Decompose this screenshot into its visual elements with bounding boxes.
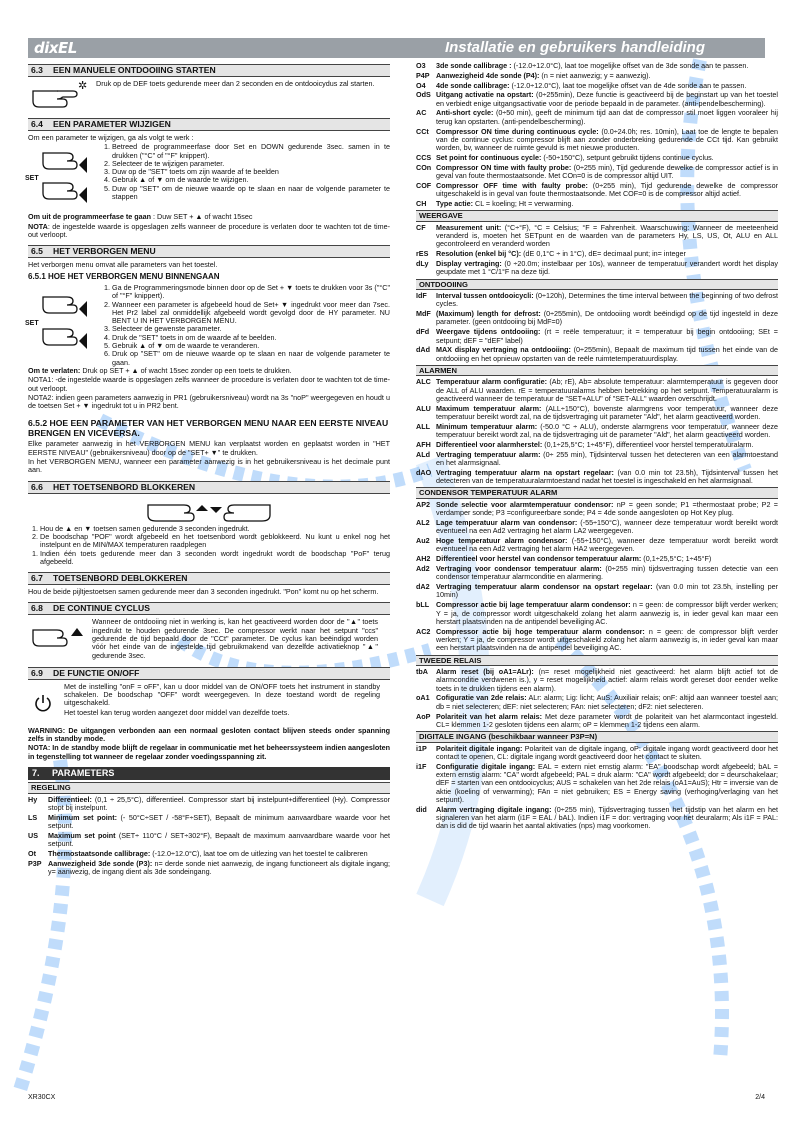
section-6-4-list [98,143,390,201]
section-header-7: 7. PARAMETERS [28,767,390,780]
param-item: ALC Temperatuur alarm configuratie: (Ab; rE), Ab= absolute temperatuur: alarmtemperatuur is gegeven door de ALL of ALU waarden. rE = temperatuuralarms hebben betrekking op het setpunt. Temperatuuralarm is geactiveerd wanneer de temperatuur de "SET+ALU" of "SET-ALL" waarden overschrijdt. [416,377,778,403]
footer-page-number: 2/4 [755,1094,765,1101]
param-item: CCt Compressor ON time during continuous cycle: (0.0÷24.0h; res. 10min), Laat toe de lengte te bepalen van de continue cyclus: compressor blijft aan zonder onderbreking gedurende de CCt tijd. Kan gebruikt worden, bv, wanneer de ruimte gevuld is met nieuwe producten. [416,126,778,153]
section-6-8-text: Wanneer de ontdooiing niet in werking is, kan het geactiveerd worden door de "▲" toets ingedrukt te houden gedurende 3sec. De compressor werkt naar het setpunt "ccs" gedurende de tijd bepaald door de "CCt" parameter. De cyclus kan beëindigd worden vóór het einde van de ingestelde tijd gebruikmakend van dezelfde activatieknop "▲" gedurende 3sec. [92,617,378,660]
param-item: OdS Uitgang activatie na opstart: (0÷255min), Deze functie is geactiveerd bij de beginstart up van het toestel en verbiedt enige uitgangsactivatie voor de periode bepaald in de parameter. (anti-pendelbescherming). [416,90,778,108]
param-item: did Alarm vertraging digitale ingang: (0÷255 min), Tijdsvertraging tussen het tijdstip van het alarm en het signaleren van het alarm (i1F = EAL / bAL). Indien i1F = dor: vertraging voor het deuralarm; Als i1F = PAL: dan is did de tijd waarin het aantal aktivaties (nps) mag voorkomen. [416,804,778,831]
param-list-top [416,62,778,208]
param-item: dLy Display vertraging: (0 ÷20.0m; instelbaar per 10s), wanneer de temperatuur verandert wordt het display geupdate met 1 °C/1°F na deze tijd. [416,258,778,277]
section-6-5-steps [25,282,390,367]
list-item: 5. Duw op "SET" om de nieuwe waarde op te slaan en naar de volgende parameter te stappen [112,185,390,202]
param-list-alarmen [416,378,778,485]
param-list-ontdooiing [416,292,778,363]
param-item: ALU Maximum temperatuur alarm: (ALL÷150°C), bovenste alarmgrens voor temperatuur, wanneer deze temperatuur bereikt wordt zal, na de tijdsvertraging uit parameter "Ald", het alarm geactiveerd worden. [416,403,778,422]
page-title: Installatie en gebruikers handleiding [444,39,705,56]
param-item: AFH Differentieel voor alarmherstel: (0,1÷25,5°C; 1÷45°F), differentieel voor herstel temperatuuralarm. [416,439,754,449]
param-item: MdF (Maximum) length for defrost: (0÷255min), De ontdooiing wordt beëindigd op de tijd ingesteld in deze parameter. (geen ontdooiing bij MdF=0) [416,309,778,327]
section-header-6-5: 6.5 HET VERBORGEN MENU [28,245,390,258]
param-item: P3P Aanwezigheid 3de sonde (P3): n= derde sonde niet aanwezig, de ingang functioneert als digitale ingang; y= aanwezig, de ingang dient als 3de sondeingang. [28,858,390,876]
param-item: Au2 Hoge temperatuur alarm condensor: (-55÷150°C), wanneer deze temperatuur wordt bereikt wordt eventueel na een Ad2 vertraging het alarm HA2 weergegeven. [416,536,778,554]
category-digitale-ingang: DIGITALE INGANG (beschikbaar wanneer P3P=N) [416,731,778,743]
section-header-6-7: 6.7 TOETSENBORD DEBLOKKEREN [28,572,390,585]
list-item: 1. Ga de Programmeringsmode binnen door op de Set + ▼ toets te drukken voor 3s ("°C" of "°F" knippert). [112,284,390,301]
param-item: CF Measurement unit: (°C÷°F), °C = Celsius; °F = Fahrenheit. Waarschuwing: Wanneer de meeteenheid veranderd is, moeten het SETpunt en de waarden van de parameters Hy, LS, US, Ot, ALU en ALL gecontroleerd en veranderd worden [416,222,778,249]
category-regeling: REGELING [28,782,390,794]
section-6-9-warning: WARNING: De uitgangen verbonden aan een normaal gesloten contact blijven steeds onder spanning zelfs in standby mode. [28,725,390,744]
param-item: AC Anti-short cycle: (0÷50 min), geeft de minimum tijd aan dat de compressor stil moet liggen vooraleer hij terug kan opstarten. (anti-pendelbescherming). [416,108,778,126]
section-6-6-list [28,525,390,566]
list-item: 1. Indien één toets gedurende meer dan 3 seconden wordt ingedrukt wordt de boodschap "PoF" terug afgebeeld. [40,550,390,567]
section-6-5-list [98,284,390,367]
category-ontdooiing: ONTDOOIING [416,279,778,291]
section-6-7-text: Hou de beide pijltjestoetsen samen gedurende meer dan 3 seconden ingedrukt. "Pon" komt nu op het scherm. [28,587,379,597]
section-6-5-intro: Het verborgen menu omvat alle parameters van het toestel. [28,260,218,270]
param-item: bLL Compressor actie bij lage temperatuur alarm condensor: n = geen: de compressor blijft verder werken; Y = ja, de compressor wordt uitgeschakeld zolang het alarm aanwezig is, in ieder geval kan maar een herstart plaatsvinden na de antipendel beveiliging AC. [416,600,778,626]
param-item: dFd Weergave tijdens ontdooiing: (rt = reële temperatuur; it = temperatuur bij begin ontdooiing; SEt = setpunt; dEF = "dEF" label) [416,327,778,345]
list-item: 3. Selecteer de gewenste parameter. [112,325,390,333]
section-header-6-8: 6.8 DE CONTINUE CYCLUS [28,602,390,615]
category-tweede-relais: TWEEDE RELAIS [416,655,778,667]
section-6-3 [28,80,390,112]
param-item: ALL Minimum temperatuur alarm: (-50.0 °C ÷ ALU), onderste alarmgrens voor temperatuur, wanneer deze temperatuur bereikt wordt zal, na de tijdsvertraging uit de parameter "Ald", het alarm geactiveerd worden. [416,421,778,440]
footer-model: XR30CX [28,1094,56,1101]
brand-logo: dixEL [34,39,77,57]
category-condensor: CONDENSOR TEMPERATUUR ALARM [416,487,778,499]
list-item: 1. Betreed de programmeerfase door Set en DOWN gedurende 3sec. samen in te drukken ("°C" of "°F" knippert). [112,143,390,160]
list-item: 4. Druk de "SET" toets in om de waarde af te beelden. [112,334,390,342]
power-icon [28,683,58,723]
param-item: AoP Polariteit van het alarm relais: Met deze parameter wordt de polariteit van het alarmcontact ingesteld. CL= klemmen 1-2 gesloten tijdens een alarm; oP = klemmen 1-2 tijdens een alarm. [416,711,779,729]
param-item: IdF Interval tussen ontdooicycli: (0÷120h), Determines the time interval between the beginning of two defrost cycles. [416,291,778,309]
list-item: 2. Selecteer de te wijzigen parameter. [112,160,390,168]
page-header [28,38,765,58]
section-6-3-text: Druk op de DEF toets gedurende meer dan 2 seconden en de ontdooicydus zal starten. [96,79,375,88]
list-item: 3. Duw op de "SET" toets om zijn waarde af te beelden [112,168,390,176]
param-item: Ad2 Vertraging voor condensor temperatuur alarm: (0÷255 min) tijdsvertraging tussen detectie van een condensor temperatuur alarmconditie en alarmering. [416,564,778,582]
section-header-6-9: 6.9 DE FUNCTIE ON/OFF [28,667,390,680]
param-item: Hy Differentieel: (0,1 ÷ 25,5°C), differentieel. Compressor start bij instelpunt+differentieel (Hy). Compressor stopt bij instelpunt. [28,794,390,812]
param-item: CH Type actie: CL = koeling; Ht = verwarming. [416,198,574,208]
list-item: 6. Druk op "SET" om de nieuwe waarde op te slaan en naar de volgende parameter te gaan. [112,350,390,367]
param-item: P4P Aanwezigheid 4de sonde (P4): (n = niet aanwezig; y = aanwezig). [416,70,651,80]
list-item: 1. Hou de ▲ en ▼ toetsen samen gedurende 3 seconden ingedrukt. [40,525,390,533]
hand-lock-keys-icon [28,497,390,525]
param-list-condensor [416,501,778,653]
section-6-4-steps [25,142,390,213]
section-6-5-exit: Om te verlaten: Druk op SET + ▲ of wacht 15sec zonder op een toets te drukken. [28,365,292,375]
right-column [416,62,778,832]
param-list-relais [416,668,778,729]
section-header-6-6: 6.6 HET TOETSENBORD BLOKKEREN [28,481,390,494]
hand-cycle-icon [28,618,86,652]
list-item: 4. Gebruik ▲ of ▼ om de waarde te wijzigen. [112,176,390,184]
hand-press-icon [28,80,90,112]
category-alarmen: ALARMEN [416,365,778,377]
param-item: dA2 Vertraging temperatuur alarm condensor na opstart regelaar: (van 0.0 min tot 23.5h, instelling per 10min) [416,582,778,600]
section-6-9-text2: Het toestel kan terug worden aangezet door middel van dezelfde toets. [64,707,290,717]
param-item: AC2 Compressor actie bij hoge temperatuur alarm condensor: n = geen: de compressor blijft verder werken; Y = ja, de compressor wordt uitgeschakeld zolang het alarm aanwezig is, in ieder geval kan maar een herstart plaatsvinden na de antipendel beveiliging AC. [416,626,778,653]
param-item: US Maximum set point (SET÷ 110°C / SET÷302°F), Bepaalt de maximum aanvaardbare waarde voor het setpunt. [28,830,390,849]
section-6-8 [28,618,390,660]
subsection-6-5-1: 6.5.1 HOE HET VERBORGEN MENU BINNENGAAN [28,272,220,282]
page-footer [28,1094,765,1101]
param-item: i1P Polariteit digitale ingang: Polariteit van de digitale ingang, oP: digitale ingang wordt geactiveerd door het contact te openen, CL: digitale ingang wordt geactiveerd door het contact te sluiten. [416,743,778,761]
section-6-9-nota: NOTA: In de standby mode blijft de regelaar in communicatie met het beheerssysteem indien aangesloten in tegenstelling tot wanneer de regelaar zonder voedingsspanning zit. [28,743,390,761]
section-6-5-2-p2: In het VERBORGEN MENU, wanneer een parameter aanwezig is in het gebruikersniveau is het decimale punt aan. [28,457,390,475]
list-item: 5. Gebruik ▲ of ▼ om de waarde te veranderen. [112,342,390,350]
param-item: tbA Alarm reset (bij oA1=ALr): (n= reset mogelijkheid niet geactiveerd: het alarm blijft actief tot de alarmconditie verdwenen is.), y = reset mogelijkheid actief: alarm relais wordt gereset door eender welke toets in te drukken tijdens een alarm). [416,667,778,693]
snowflake-icon: ✲ [78,80,88,92]
param-item: COn Compressor ON time with faulty probe: (0÷255 min), Tijd gedurende dewelke de compressor actief is in geval van foute thermostaatsonde. Met COn=0 is de compressor altijd UIT. [416,162,778,181]
param-list-digitaal [416,745,778,831]
section-6-9 [28,683,390,723]
param-item: O4 4de sonde callibrage: (-12.0÷12.0°C), laat toe mogelijke offset van de 4de sonde aan te passen. [416,80,747,90]
list-item: 2. De boodschap "POF" wordt afgebeeld en het toetsenbord wordt geblokkeerd. Nu kunt u enkel nog het instelpunt en de MIN/MAX temperaturen raadplegen [40,533,390,550]
param-list-regeling [28,796,390,877]
section-6-4-exit: Om uit de programmeerfase te gaan : Duw SET + ▲ of wacht 15sec [28,212,253,222]
section-header-6-3: 6.3 EEN MANUELE ONTDOOIING STARTEN [28,64,390,77]
list-item: 2. Wanneer een parameter is afgebeeld houd de Set+ ▼ ingedrukt voor meer dan 7sec. Het Pr2 label zal onmiddellijk afgebeeld wordt gevolgd door de HY parameter. NU BENT U IN HET VERBORGEN MENU. [112,301,390,326]
param-item: dAO Vertraging temperatuur alarm na opstart regelaar: (van 0.0 min tot 23.5h), Tijdsinterval tussen het detecteren van de temperatuuralarmtoestand nadat het toestel is ingeschakeld en het alarmsignaal. [416,467,778,486]
param-item: ALd Vertraging temperatuur alarm: (0÷ 255 min), Tijdsinterval tussen het detecteren van een alarmtoestand en het alarmsignaal. [416,449,778,468]
param-item: rES Resolution (enkel bij °C): (dE 0,1°C ÷ in 1°C), dE= decimaal punt; in= integer [416,249,686,259]
param-item: dAd MAX display vertraging na ontdooiing: (0÷255min), Bepaalt de maximum tijd tussen het einde van de ontdooiing en het opnieuw opstarten van de reële ruimtetemperatuurdisplay. [416,345,778,363]
section-header-6-4: 6.4 EEN PARAMETER WIJZIGEN [28,118,390,131]
param-item: O3 3de sonde callibrage : (-12.0÷12.0°C), laat toe mogelijke offset van de 3de sonde aan te passen. [416,61,749,70]
param-item: CCS Set point for continuous cycle: (-50÷150°C), setpunt gebruikt tijdens continue cyclus. [416,152,714,162]
hand-set-icon: SET [28,143,92,213]
param-item: i1F Configuratie digitale ingang: EAL = extern niet ernstig alarm: "EA" boodschap wordt afgebeeld; bAL = extern ernstig alarm: "CA" wordt afgebeeld; PAL = druk alarm: "CA" wordt afgebeeld; dor = deurschakelaar; dEF = starten van een ontdooicyclus; AUS = schakelen van het 2de relais (oA1=AuS); Htr = inversie van de aktie (koeling of verwarming); FAn = niet gebruiken; ES = Energy saving (verhoging/verlaging van het setpunt). [416,761,778,804]
param-list-weergave [416,224,778,277]
param-item: LS Minimum set point: (- 50°C÷SET / -58°F÷SET), Bepaalt de minimum aanvaardbare waarde voor het setpunt. [28,812,390,830]
param-item: COF Compressor OFF time with faulty probe: (0÷255 min), Tijd gedurende dewelke de compressor uitgeschakeld is in geval van foute thermostaatsonde. Met COF=0 is de compressor altijd actief. [416,180,778,199]
section-6-4-intro: Om een parameter te wijzigen, ga als volgt te werk : [28,133,194,142]
param-item: oA1 Cofiguratie van 2de relais: ALr: alarm; Lig: licht; AuS: Auxiliair relais; onF: altijd aan wanneer toestel aan; db = niet selecteren; dEF: niet selecteren; FAn: niet selecteren; dF2: niet selecteren. [416,693,778,711]
param-item: AL2 Lage temperatuur alarm van condensor: (-55÷150°C), wanneer deze temperatuur wordt bereikt wordt eventueel na een Ad2 vertraging het alarm LA2 weergegeven. [416,518,778,536]
section-6-5-nota1: NOTA1: -de ingestelde waarde is opgeslagen zelfs wanneer de procedure is verlaten door te wachten tot de time-out verloopt. [28,375,390,393]
section-6-9-text1: Met de instelling "onF = oFF", kan u door middel van de ON/OFF toets het instrument in standby schakelen. De boodschap "OFF" wordt weergegeven. In deze toestand wordt de regeling uitgeschakeld. [64,681,380,708]
subsection-6-5-2: 6.5.2 HOE EEN PARAMETER VAN HET VERBORGEN MENU NAAR EEN EERSTE NIVEAU BRENGEN EN VICEVERSA. [28,418,389,439]
section-6-4-note: NOTA: de ingestelde waarde is opgeslagen zelfs wanneer de procedure is verlaten door te wachten tot de time-out verloopt. [28,221,390,239]
param-item: AP2 Sonde selectie voor alarmtemperatuur condensor: nP = geen sonde; P1 =thermostaat probe; P2 = verdamper sonde; P3 =configureerbare sonde; P4 = 4de sonde aangesloten op Hot Key plug. [416,499,778,518]
section-6-5-2-p1: Elke parameter aanwezig in het VERBORGEN MENU kan verplaatst worden en geplaatst worden in "HET EERSTE NIVEAU" (gebruikersniveau) door op de "SET+ ▼" te drukken. [28,439,390,457]
hand-set-icon: SET [28,284,92,362]
param-item: AH2 Differentieel voor herstel van condensor temperatuur alarm: (0,1÷25,5°C; 1÷45°F) [416,554,712,564]
section-6-5-nota2: NOTA2: indien geen parameters aanwezig in PR1 (gebruikersniveau) wordt na 3s "noP" weergegeven en houdt u de toetsen Set + ▼ ingedrukt tot u in PR2 bent. [28,392,390,411]
category-weergave: WEERGAVE [416,210,778,222]
left-column [25,64,390,878]
param-item: Ot Thermostaatsonde callibrage: (-12.0÷12.0°C), laat toe om de uitlezing van het toestel te calibreren [28,848,368,858]
